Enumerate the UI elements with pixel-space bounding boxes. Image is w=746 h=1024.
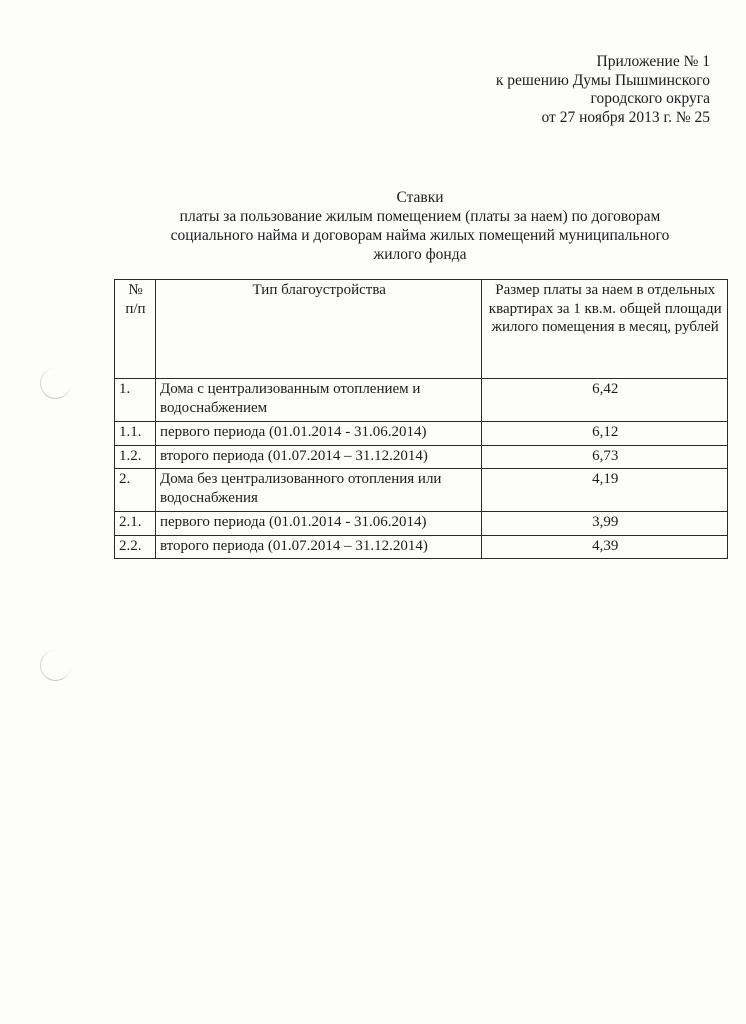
row-num: 2.2. [115, 535, 156, 559]
row-size: 3,99 [482, 512, 728, 536]
title-line: социального найма и договорам найма жилых помещений муниципального [170, 227, 670, 244]
row-type: первого периода (01.01.2014 - 31.06.2014) [155, 422, 481, 446]
row-type: Дома с централизованным отоплением и водоснабжением [155, 379, 481, 422]
appendix-note [496, 53, 710, 127]
header-num-sign: № [128, 282, 143, 298]
title-line: Ставки [396, 189, 444, 206]
title-line: платы за пользование жилым помещением (платы за наем) по договорам [179, 208, 661, 225]
row-type: второго периода (01.07.2014 – 31.12.2014) [155, 535, 481, 559]
table-row [115, 535, 728, 559]
table-row [115, 469, 728, 512]
appendix-line: городского округа [590, 90, 710, 107]
header-type: Тип благоустройства [155, 280, 481, 379]
row-num: 1.2. [115, 445, 156, 469]
table-header-row [115, 280, 728, 379]
appendix-line: к решению Думы Пышминского [495, 71, 710, 89]
header-num-label: п/п [125, 300, 146, 317]
table-row [115, 379, 728, 422]
appendix-line: от 27 ноября 2013 г. № 25 [541, 108, 710, 126]
row-num: 1. [115, 379, 156, 422]
row-type: второго периода (01.07.2014 – 31.12.2014) [155, 445, 481, 469]
row-size: 4,19 [482, 469, 728, 512]
row-num: 2.1. [115, 512, 156, 536]
row-type: первого периода (01.01.2014 - 31.06.2014) [155, 512, 481, 536]
row-size: 4,39 [482, 535, 728, 559]
table-row [115, 422, 728, 446]
row-num: 1.1. [115, 422, 156, 446]
row-size: 6,42 [482, 379, 728, 422]
appendix-line: Приложение № 1 [596, 53, 710, 70]
row-size: 6,73 [482, 445, 728, 469]
table-row [115, 512, 728, 536]
rates-table [114, 279, 728, 559]
punch-hole-mark [40, 650, 71, 681]
punch-hole-mark [40, 368, 71, 399]
table-row [115, 445, 728, 469]
row-type: Дома без централизованного отопления или водоснабжения [155, 469, 481, 512]
row-num: 2. [115, 469, 156, 512]
document-title [100, 188, 740, 264]
row-size: 6,12 [482, 422, 728, 446]
header-size: Размер платы за наем в отдельных квартирах за 1 кв.м. общей площади жилого помещения в месяц, рублей [482, 280, 728, 379]
title-line: жилого фонда [373, 246, 467, 263]
header-num [115, 280, 156, 379]
